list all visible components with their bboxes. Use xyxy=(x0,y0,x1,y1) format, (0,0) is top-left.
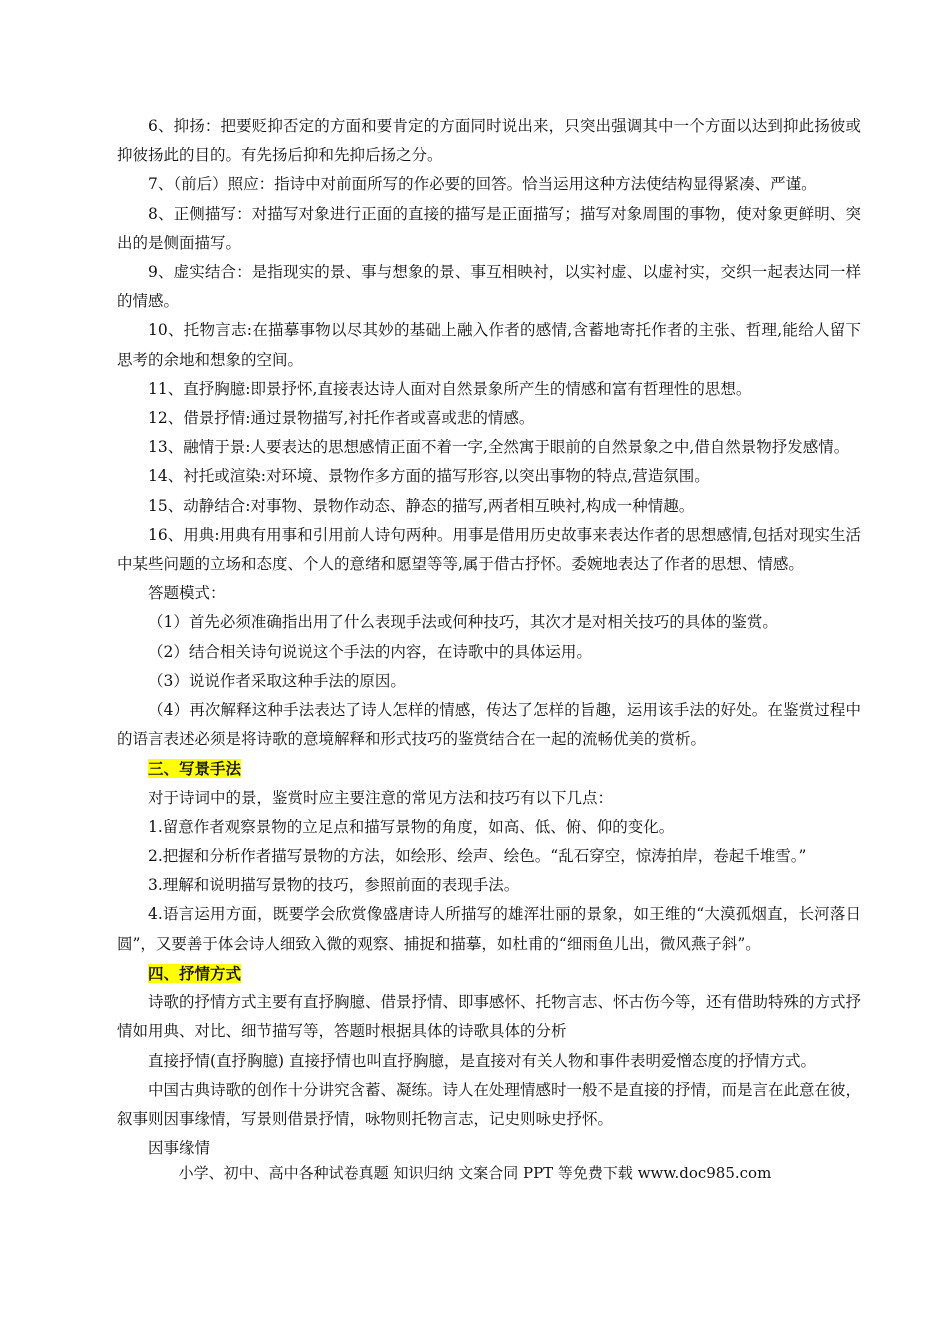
xiejing-point-3: 3.理解和说明描写景物的技巧，参照前面的表现手法。 xyxy=(148,876,520,895)
paragraph-yongdian: 16、用典:用典有用事和引用前人诗句两种。用事是借用历史故事来表达作者的思想感情,包括对现实生活中某些问题的立场和态度、个人的意绪和愿望等等,属于借古抒怀。委婉地表达了作者的思想、情感。 xyxy=(117,525,861,574)
paragraph-zhaoying: 7、（前后）照应：指诗中对前面所写的作必要的回答。恰当运用这种方法使结构显得紧凑、严谨。 xyxy=(148,175,817,194)
paragraph-chentuo-xuanran: 14、衬托或渲染:对环境、景物作多方面的描写形容,以突出事物的特点,营造氛围。 xyxy=(148,467,710,486)
paragraph-rongqing-yujing: 13、融情于景:人要表达的思想感情正面不着一字,全然寓于眼前的自然景象之中,借自然景物抒发感情。 xyxy=(148,438,850,457)
shuqing-intro: 诗歌的抒情方式主要有直抒胸臆、借景抒情、即事感怀、托物言志、怀古伤今等，还有借助特殊的方式抒情如用典、对比、细节描写等，答题时根据具体的诗歌具体的分析 xyxy=(117,993,862,1041)
answer-pattern-label: 答题模式： xyxy=(148,584,226,603)
paragraph-tuowu-yanzhi: 10、托物言志:在描摹事物以尽其妙的基础上融入作者的感情,含蓄地寄托作者的主张、哲理,能给人留下思考的余地和想象的空间。 xyxy=(117,321,861,369)
shuqing-yinshi-yuanqing: 因事缘情 xyxy=(148,1139,211,1158)
page-footer: 小学、初中、高中各种试卷真题 知识归纳 文案合同 PPT 等免费下载 www.doc985.com xyxy=(178,1164,772,1182)
section-heading-shuqing-text: 四、抒情方式 xyxy=(148,963,242,983)
shuqing-hanxu: 中国古典诗歌的创作十分讲究含蓄、凝练。诗人在处理情感时一般不是直接的抒情，而是言在此意在彼，叙事则因事缘情，写景则借景抒情，咏物则托物言志，记史则咏史抒怀。 xyxy=(117,1080,862,1128)
answer-step-2: （2）结合相关诗句说说这个手法的内容，在诗歌中的具体运用。 xyxy=(148,642,592,661)
section-heading-shuqing xyxy=(117,959,861,988)
shuqing-direct: 直接抒情(直抒胸臆) 直接抒情也叫直抒胸臆，是直接对有关人物和事件表明爱憎态度的抒情方式。 xyxy=(148,1051,817,1070)
xiejing-point-2: 2.把握和分析作者描写景物的方法，如绘形、绘声、绘色。“乱石穿空，惊涛拍岸，卷起千堆雪。” xyxy=(148,847,807,866)
paragraph-dongjing-jiehe: 15、动静结合:对事物、景物作动态、静态的描写,两者相互映衬,构成一种情趣。 xyxy=(148,496,695,515)
xiejing-point-1: 1.留意作者观察景物的立足点和描写景物的角度，如高、低、俯、仰的变化。 xyxy=(148,817,675,836)
section-heading-xiejing-text: 三、写景手法 xyxy=(148,759,242,779)
paragraph-xushi-jiehe: 9、虚实结合：是指现实的景、事与想象的景、事互相映衬，以实衬虚、以虚衬实，交织一起表达同一样的情感。 xyxy=(117,263,861,311)
xiejing-intro: 对于诗词中的景，鉴赏时应主要注意的常见方法和技巧有以下几点： xyxy=(148,788,614,807)
paragraph-zhengce-miaoxie: 8、正侧描写：对描写对象进行正面的直接的描写是正面描写；描写对象周围的事物，使对象更鲜明、突出的是侧面描写。 xyxy=(117,204,861,252)
answer-step-1: （1）首先必须准确指出用了什么表现手法或何种技巧，其次才是对相关技巧的具体的鉴赏。 xyxy=(148,613,778,632)
xiejing-point-4: 4.语言运用方面，既要学会欣赏像盛唐诗人所描写的雄浑壮丽的景象，如王维的“大漠孤烟直，长河落日圆”，又要善于体会诗人细致入微的观察、捕捉和描摹，如杜甫的“细雨鱼儿出，微风燕子斜”。 xyxy=(117,905,861,953)
answer-step-4: （4）再次解释这种手法表达了诗人怎样的情感，传达了怎样的旨趣，运用该手法的好处。在鉴赏过程中的语言表述必须是将诗歌的意境解释和形式技巧的鉴赏结合在一起的流畅优美的赏析。 xyxy=(117,701,861,749)
paragraph-jiejing-shuqing: 12、借景抒情:通过景物描写,衬托作者或喜或悲的情感。 xyxy=(148,409,535,428)
document-body xyxy=(117,112,861,1163)
paragraph-yiyang: 6、抑扬：把要贬抑否定的方面和要肯定的方面同时说出来，只突出强调其中一个方面以达到抑此扬彼或抑彼扬此的目的。有先扬后抑和先抑后扬之分。 xyxy=(117,117,861,165)
paragraph-zhishu-xiongyi: 11、直抒胸臆:即景抒怀,直接表达诗人面对自然景象所产生的情感和富有哲理性的思想。 xyxy=(148,379,752,398)
answer-step-3: （3）说说作者采取这种手法的原因。 xyxy=(148,671,406,690)
section-heading-xiejing xyxy=(117,754,861,783)
